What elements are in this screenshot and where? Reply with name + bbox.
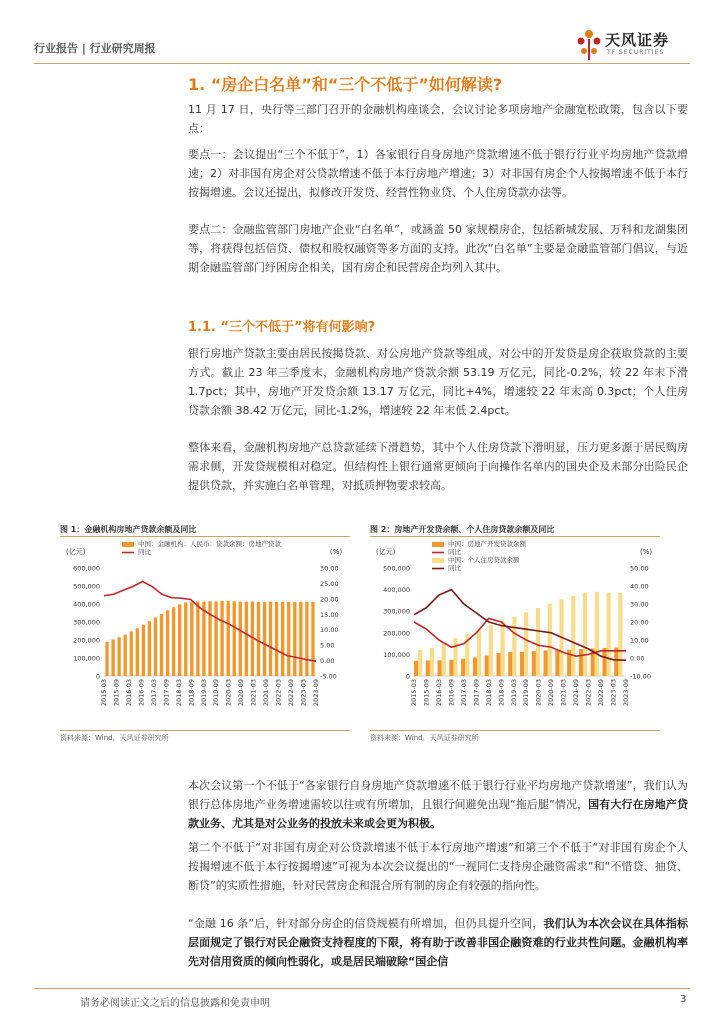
company-logo — [575, 27, 695, 65]
paragraph-point-2: 要点二：金融监管部门房地产企业“白名单”，或涵盖 50 家规模房企，包括新城发展、万科和龙湖集团等，将获得包括信贷、债权和股权融资等多方面的支持。此次“白名单”主要是金融监管部门倡议，与近期金融监管部门纾困房企相关，国有房企和民营房企均列入其中。 — [188, 223, 688, 274]
legend-label: 中国：金融机构：人民币：贷款余额：房地产贷款 — [138, 540, 281, 548]
chart-bar — [184, 602, 187, 676]
legend-label: 同比 — [448, 564, 461, 572]
chart-bar — [614, 648, 618, 676]
chart-bar — [136, 628, 139, 676]
x-tick-label: 2015-09 — [422, 679, 431, 707]
x-tick-label: 2016-09 — [137, 679, 146, 707]
chart-bar — [275, 602, 278, 676]
chart-bar — [269, 602, 272, 676]
chart-bar — [618, 593, 622, 676]
footer-divider — [34, 988, 690, 989]
x-tick-label: 2017-03 — [149, 679, 158, 707]
y-left-unit: (亿元) — [376, 548, 396, 556]
chart-bar — [299, 602, 302, 676]
y-left-tick-label: 300,000 — [73, 618, 100, 627]
chart-bar — [520, 652, 524, 676]
y-right-tick-label: 20.00 — [630, 618, 649, 627]
x-tick-label: 2016-03 — [434, 679, 443, 707]
x-tick-label: 2023-09 — [622, 679, 630, 707]
first-criterion-emphasis: 国有大行在房地产贷款业务、尤其是对公业务的投放未来或会更为积极。 — [188, 798, 688, 830]
x-tick-label: 2016-09 — [447, 679, 456, 707]
y-right-tick-label: 50.00 — [630, 564, 649, 573]
chart-bar — [583, 593, 587, 676]
chart-bar — [489, 625, 493, 676]
chart-bar — [142, 625, 145, 676]
x-tick-label: 2020-03 — [534, 679, 543, 707]
x-tick-label: 2017-09 — [162, 679, 171, 707]
financial-16-emphasis: 我们认为本次会议在具体指标层面规定了银行对民企融资支持程度的下限，将有助于改善非国企融资难的行业共性问题。金融机构率先对信用资质的倾向性弱化，或是居民端破除“国企信 — [188, 917, 688, 968]
y-left-tick-label: 300,000 — [383, 607, 410, 616]
x-tick-label: 2017-09 — [472, 679, 481, 707]
y-left-tick-label: 500,000 — [73, 582, 100, 591]
x-tick-label: 2018-09 — [497, 679, 506, 707]
chart-bar — [245, 602, 248, 676]
y-right-tick-label: 40.00 — [630, 582, 649, 591]
chart-bar — [166, 610, 169, 676]
x-tick-label: 2020-03 — [224, 679, 233, 707]
chart-bar — [453, 638, 457, 676]
chart-bar — [430, 648, 434, 676]
paragraph-point-1: 要点一：会议提出“三个不低于”，1）各家银行自身房地产贷款增速不低于银行行业平均房地产贷款增速；2）对非国有房企对公贷款增速不低于本行房地产增速；3）对非国有房企个人按揭增速不低于本行按揭增速。会议还提出，拟修改开发贷、经营性物业贷、个人住房贷款办法等。 — [188, 148, 688, 199]
legend-swatch — [432, 542, 444, 547]
chart-bar — [442, 644, 446, 676]
y-left-tick-label: 400,000 — [383, 586, 410, 595]
y-right-tick-label: -10.00 — [630, 672, 651, 681]
chart-bar — [501, 621, 505, 676]
chart-bar — [426, 660, 430, 676]
chart-bar — [148, 621, 151, 676]
figure-2-top-rule — [370, 536, 660, 537]
chart-bar — [508, 652, 512, 676]
chart-bar — [461, 659, 465, 676]
chart-bar — [233, 601, 236, 676]
chart-bar — [305, 602, 308, 676]
chart-bar — [571, 596, 575, 676]
legend-label: 中国：个人住房贷款余额 — [448, 556, 520, 564]
section-title-1-1: 1.1. “三个不低于”将有何影响? — [188, 320, 376, 335]
chart-bar — [536, 608, 540, 676]
chart-bar — [196, 601, 199, 676]
chart-bar — [602, 648, 606, 676]
figure-2-source: 资料来源：Wind，天风证券研究所 — [370, 734, 479, 742]
paragraph-financial-16 — [188, 914, 688, 971]
x-tick-label: 2020-09 — [547, 679, 556, 707]
chart-bar — [257, 602, 260, 676]
page-number: 3 — [680, 994, 687, 1005]
chart-bar — [293, 602, 296, 676]
x-tick-label: 2020-09 — [237, 679, 246, 707]
chart-bar — [555, 650, 559, 676]
chart-bar — [160, 614, 163, 676]
figure-2-title: 图 2：房地产开发贷余额、个人住房贷款余额及同比 — [370, 525, 555, 534]
chart-bar — [214, 601, 217, 676]
chart-bar — [477, 630, 481, 676]
chart-bar — [607, 593, 611, 676]
y-left-tick-label: 500,000 — [383, 564, 410, 573]
x-tick-label: 2019-03 — [199, 679, 208, 707]
y-right-tick-label: 15.00 — [320, 610, 339, 619]
chart-bar — [220, 601, 223, 676]
x-tick-label: 2019-09 — [212, 679, 221, 707]
x-tick-label: 2018-09 — [187, 679, 196, 707]
y-left-tick-label: 600,000 — [73, 564, 100, 573]
y-left-tick-label: 200,000 — [73, 636, 100, 645]
y-right-tick-label: 30.00 — [630, 600, 649, 609]
chart-bar — [281, 602, 284, 676]
x-tick-label: 2018-03 — [484, 679, 493, 707]
x-tick-label: 2023-09 — [312, 679, 320, 707]
y-left-tick-label: 100,000 — [73, 654, 100, 663]
chart-bar — [544, 651, 548, 676]
chart-bar — [178, 604, 181, 676]
x-tick-label: 2016-03 — [124, 679, 133, 707]
paragraph-first-criterion — [188, 776, 688, 833]
x-tick-label: 2019-03 — [509, 679, 518, 707]
y-right-unit: (%) — [330, 548, 343, 556]
legend-swatch — [122, 542, 134, 547]
footer-disclaimer: 请务必阅读正文之后的信息披露和免责申明 — [80, 998, 270, 1009]
x-tick-label: 2015-09 — [112, 679, 121, 707]
y-left-tick-label: 0 — [95, 672, 100, 681]
y-right-unit: (%) — [640, 548, 653, 556]
chart-bar — [227, 601, 230, 676]
chart-bar — [172, 607, 175, 676]
y-left-tick-label: 200,000 — [383, 629, 410, 638]
paragraph-overall: 整体来看，金融机构房地产总贷款延续下滑趋势，其中个人住房贷款下滑明显，压力更多源于居民购房需求侧，开发贷规模相对稳定。但结构性上银行通常更倾向于向操作名单内的国央企及未部分出险民企提供贷款，并实施白名单管理，对抵质押物要求较高。 — [188, 441, 688, 492]
chart-bar — [239, 602, 242, 676]
y-left-tick-label: 100,000 — [383, 650, 410, 659]
chart-bar — [154, 618, 157, 677]
section-title-1: 1. “房企白名单”和“三个不低于”如何解读? — [188, 75, 503, 94]
x-tick-label: 2019-09 — [522, 679, 531, 707]
y-left-tick-label: 0 — [405, 672, 410, 681]
x-tick-label: 2015-03 — [410, 679, 418, 707]
y-right-tick-label: 0.00 — [320, 657, 335, 666]
chart-bar — [496, 653, 500, 676]
legend-swatch — [432, 558, 444, 563]
y-right-tick-label: 10.00 — [320, 626, 339, 635]
chart-bar — [263, 602, 266, 676]
x-tick-label: 2022-09 — [287, 679, 296, 707]
chart-bar — [208, 601, 211, 676]
chart-bar — [512, 617, 516, 676]
figure-1-title: 图 1：金融机构房地产贷款余额及同比 — [60, 525, 197, 534]
figure-1-chart — [60, 538, 350, 730]
y-right-tick-label: 30.00 — [320, 564, 339, 573]
y-left-tick-label: 400,000 — [73, 600, 100, 609]
logo-text-en: TF SECURITIES — [607, 49, 665, 56]
chart-bar — [414, 661, 418, 676]
chart-bar — [485, 655, 489, 676]
first-criterion-text: 本次会议第一个不低于“各家银行自身房地产贷款增速不低于银行行业平均房地产贷款增速”，我们认为银行总体房地产业务增速需较以往或有所增加，且银行间避免出现“拖后腿”情况， — [188, 779, 688, 811]
chart-bar — [473, 657, 477, 676]
chart-bar — [111, 639, 114, 676]
logo-text-cn: 天风证券 — [605, 31, 670, 49]
figure-2-bottom-rule — [370, 730, 660, 731]
x-tick-label: 2022-03 — [274, 679, 283, 707]
legend-label: 同比 — [138, 548, 151, 556]
y-right-tick-label: -5.00 — [320, 672, 337, 681]
x-tick-label: 2015-03 — [100, 679, 108, 707]
y-right-tick-label: 20.00 — [320, 595, 339, 604]
x-tick-label: 2022-03 — [584, 679, 593, 707]
x-tick-label: 2021-03 — [249, 679, 258, 707]
y-left-unit: (亿元) — [66, 548, 86, 556]
figure-1-top-rule — [60, 536, 350, 537]
x-tick-label: 2022-09 — [597, 679, 606, 707]
paragraph-loan-structure: 银行房地产贷款主要由居民按揭贷款、对公房地产贷款等组成，对公中的开发贷是房企获取贷款的主要方式。截止 23 年三季度末，金融机构房地产贷款余额 53.19 万亿元，同比-0.2%，较 22 年末下滑 1.7pct；其中，房地产开发贷余额 13.17 万亿元，同比+4%，增速较 22 年末高 0.3pct；个人住房贷款余额 38.42 万亿元，同比-1.2%，增速较 22 年末低 2.4pct。 — [188, 347, 688, 417]
legend-label: 同比 — [448, 548, 461, 556]
x-tick-label: 2017-03 — [459, 679, 468, 707]
x-tick-label: 2021-09 — [262, 679, 271, 707]
paragraph-intro: 11 月 17 日，央行等三部门召开的金融机构座谈会，会议讨论多项房地产金融宽松政策，包含以下要点： — [188, 103, 688, 135]
y-right-tick-label: 25.00 — [320, 579, 339, 588]
chart-bar — [117, 637, 120, 676]
chart-bar — [438, 660, 442, 676]
chart-bar — [130, 631, 133, 676]
x-tick-label: 2021-03 — [559, 679, 568, 707]
logo-flower-icon — [575, 27, 603, 61]
chart-bar — [311, 602, 314, 676]
chart-bar — [449, 660, 453, 676]
chart-bar — [190, 601, 193, 676]
chart-bar — [595, 592, 599, 676]
chart-bar — [105, 642, 108, 676]
chart-bar — [418, 650, 422, 676]
financial-16-text: “金融 16 条”后，针对部分房企的信贷规模有所增加，但仍具提升空间， — [188, 917, 544, 930]
y-right-tick-label: 5.00 — [320, 641, 335, 650]
legend-label: 中国：房地产开发贷款余额 — [448, 540, 526, 548]
chart-bar — [532, 651, 536, 676]
x-tick-label: 2023-03 — [609, 679, 618, 707]
y-right-tick-label: 10.00 — [630, 636, 649, 645]
x-tick-label: 2023-03 — [299, 679, 308, 707]
chart-bar — [579, 649, 583, 676]
figure-1-source: 资料来源：Wind，天风证券研究所 — [60, 734, 169, 742]
paragraph-second-third-criterion: 第二个不低于“对非国有房企对公贷款增速不低于本行房地产增速”和第三个不低于“对非国有房企个人按揭增速不低于本行按揭增速”可视为本次会议提出的“一视同仁支持房企融资需求”和“不惜贷、抽贷、断贷”的实质性措施，针对民营房企和混合所有制的房企有较强的指向性。 — [188, 841, 688, 892]
chart-bar — [548, 604, 552, 676]
x-tick-label: 2018-03 — [174, 679, 183, 707]
y-right-tick-label: 0.00 — [630, 654, 645, 663]
chart-bar — [524, 612, 528, 676]
chart-bar — [124, 635, 127, 676]
chart-bar — [287, 602, 290, 676]
figure-1-bottom-rule — [60, 730, 350, 731]
figure-2-chart — [370, 538, 660, 730]
x-tick-label: 2021-09 — [572, 679, 581, 707]
chart-bar — [202, 602, 205, 676]
header-section: 行业报告 | 行业研究周报 — [34, 42, 156, 55]
